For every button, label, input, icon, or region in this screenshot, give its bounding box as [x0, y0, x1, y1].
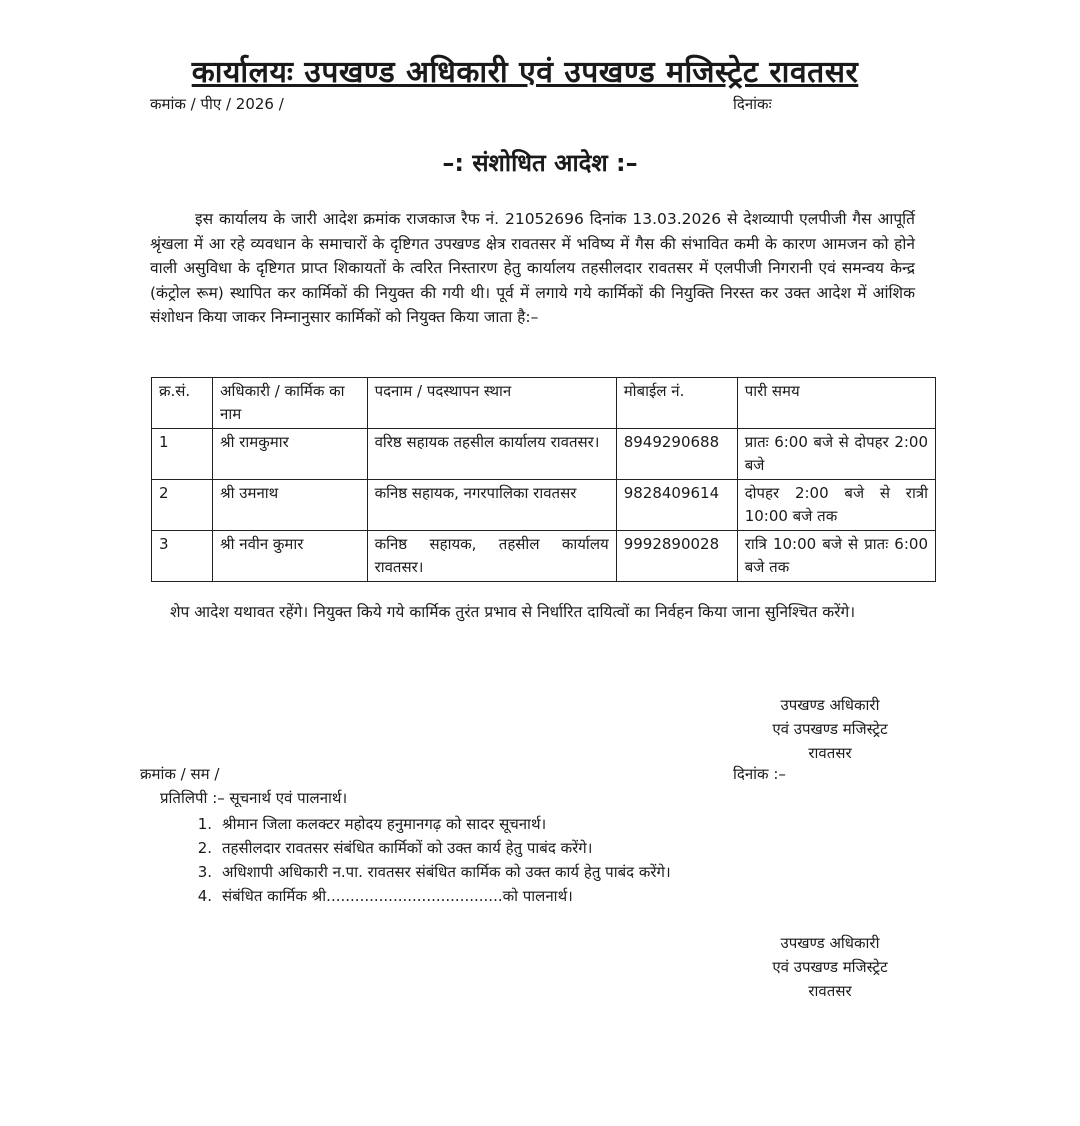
- header-name: अधिकारी / कार्मिक का नाम: [213, 378, 368, 429]
- header-post: पदनाम / पदस्थापन स्थान: [367, 378, 616, 429]
- signature-block: [730, 693, 930, 765]
- cell-mobile: 9992890028: [616, 531, 737, 582]
- signature-magistrate: एवं उपखण्ड मजिस्ट्रेट: [772, 720, 888, 738]
- list-item-number: 1.: [197, 815, 212, 833]
- cell-name: श्री नवीन कुमार: [213, 531, 368, 582]
- copy-intro: प्रतिलिपी :– सूचनार्थ एवं पालनार्थ।: [160, 789, 348, 807]
- staff-table: [151, 377, 936, 582]
- signature-place: रावतसर: [808, 744, 852, 762]
- cell-post: कनिष्ठ सहायक, नगरपालिका रावतसर: [367, 480, 616, 531]
- list-item-number: 4.: [197, 887, 212, 905]
- cell-name: श्री उमनाथ: [213, 480, 368, 531]
- list-item-text: अधिशापी अधिकारी न.पा. रावतसर संबंधित कार्मिक को उक्त कार्य हेतु पाबंद करेंगे।: [222, 863, 671, 881]
- cell-serial: 1: [152, 429, 213, 480]
- date-label: दिनांकः: [733, 95, 772, 113]
- copy-date-label: दिनांक :–: [733, 765, 786, 783]
- list-item: [160, 860, 671, 884]
- list-item: [160, 812, 671, 836]
- office-title: कार्यालयः उपखण्ड अधिकारी एवं उपखण्ड मजिस्ट्रेट रावतसर: [191, 55, 859, 90]
- signature-place: रावतसर: [808, 982, 852, 1000]
- signature-designation: उपखण्ड अधिकारी: [780, 696, 880, 714]
- cell-post: वरिष्ठ सहायक तहसील कार्यालय रावतसर।: [367, 429, 616, 480]
- signature-designation: उपखण्ड अधिकारी: [780, 934, 880, 952]
- reference-number: कमांक / पीए / 2026 /: [150, 95, 284, 113]
- list-item-text: श्रीमान जिला कलक्टर महोदय हनुमानगढ़ को सादर सूचनार्थ।: [222, 815, 547, 833]
- cell-shift: रात्रि 10:00 बजे से प्रातः 6:00 बजे तक: [737, 531, 935, 582]
- table-header-row: [152, 378, 936, 429]
- list-item: [160, 836, 671, 860]
- signature-magistrate: एवं उपखण्ड मजिस्ट्रेट: [772, 958, 888, 976]
- cell-serial: 3: [152, 531, 213, 582]
- list-item-number: 3.: [197, 863, 212, 881]
- closing-paragraph: शेप आदेश यथावत रहेंगे। नियुक्त किये गये कार्मिक तुरंत प्रभाव से निर्धारित दायित्वों का निर्वहन किया जाना सुनिश्चित करेंगे।: [170, 603, 856, 621]
- list-item-number: 2.: [197, 839, 212, 857]
- cell-mobile: 8949290688: [616, 429, 737, 480]
- cell-shift: दोपहर 2:00 बजे से रात्री 10:00 बजे तक: [737, 480, 935, 531]
- signature-block-2: [730, 931, 930, 1003]
- intro-paragraph: इस कार्यालय के जारी आदेश क्रमांक राजकाज रैफ नं. 21052696 दिनांक 13.03.2026 से देशव्यापी एलपीजी गैस आपूर्ति श्रृंखला में आ रहे व्यवधान के समाचारों के दृष्टिगत उपखण्ड क्षेत्र रावतसर में भविष्य में गैस की संभावित कमी के कारण आमजन को होने वाली असुविधा के दृष्टिगत प्राप्त शिकायतों के त्वरित निस्तारण हेतु कार्यालय तहसीलदार रावतसर में एलपीजी निगरानी एवं समन्वय केन्द्र (कंट्रोल रूम) स्थापित कर कार्मिकों की नियुक्त की गयी थी। पूर्व में लगाये गये कार्मिकों की नियुक्ति निरस्त कर उक्त आदेश में आंशिक संशोधन किया जाकर निम्नानुसार कार्मिकों को नियुक्त किया जाता है:–: [150, 210, 915, 326]
- header-serial: क्र.सं.: [152, 378, 213, 429]
- header-shift: पारी समय: [737, 378, 935, 429]
- cell-serial: 2: [152, 480, 213, 531]
- copy-reference-number: क्रमांक / सम /: [140, 765, 220, 783]
- cell-post: कनिष्ठ सहायक, तहसील कार्यालय रावतसर।: [367, 531, 616, 582]
- table-row: [152, 480, 936, 531]
- table-row: [152, 531, 936, 582]
- cell-name: श्री रामकुमार: [213, 429, 368, 480]
- header-mobile: मोबाईल नं.: [616, 378, 737, 429]
- order-heading: –: संशोधित आदेश :–: [442, 149, 638, 177]
- cell-shift: प्रातः 6:00 बजे से दोपहर 2:00 बजे: [737, 429, 935, 480]
- copy-list: [160, 812, 671, 908]
- cell-mobile: 9828409614: [616, 480, 737, 531]
- table-row: [152, 429, 936, 480]
- list-item-text: तहसीलदार रावतसर संबंधित कार्मिकों को उक्त कार्य हेतु पाबंद करेंगे।: [222, 839, 593, 857]
- list-item-text: संबंधित कार्मिक श्री.....................................को पालनार्थ।: [222, 887, 573, 905]
- list-item: [160, 884, 671, 908]
